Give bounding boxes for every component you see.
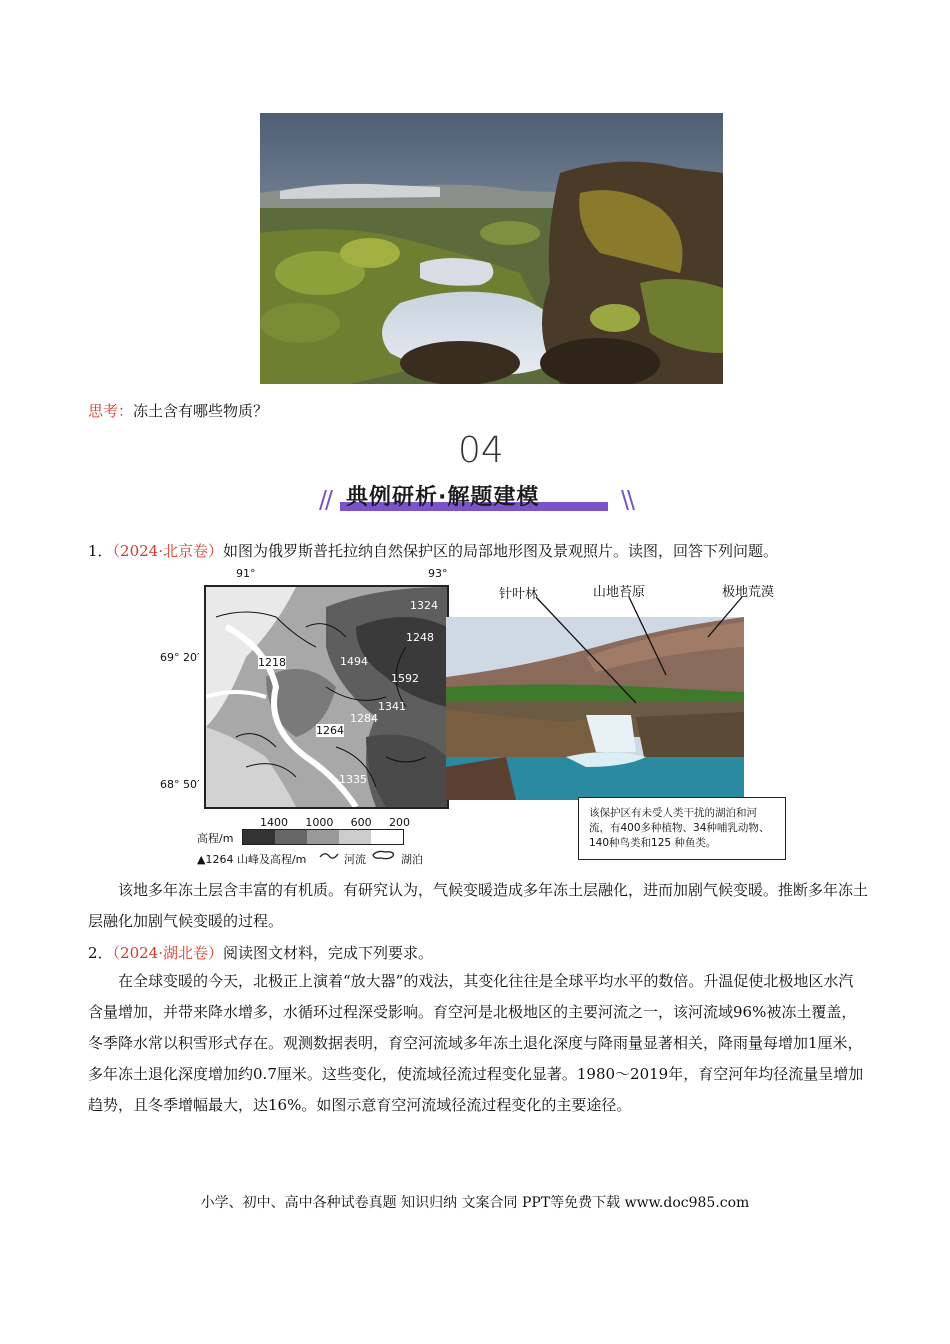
- river-symbol-icon: [319, 846, 339, 865]
- question-1-paragraph: 该地多年冻土层含丰富的有机质。有研究认为，气候变暖造成多年冻土层融化，进而加剧气候变暖。推断多年冻土层融化加剧气候变暖的过程。: [88, 881, 869, 930]
- section-number-text: 04: [458, 430, 504, 471]
- lake-symbol-icon: [371, 846, 397, 865]
- peak-label: 1324: [410, 599, 438, 612]
- legend-peak: ▲1264 山峰及高程/m: [197, 853, 307, 866]
- peak-label: 1335: [339, 773, 367, 786]
- photo-label-desert: 极地荒漠: [722, 585, 775, 600]
- think-prompt: [88, 400, 268, 421]
- legend-value: 1000: [305, 816, 334, 829]
- think-label: 思考：: [88, 402, 134, 420]
- question-1-text: 如图为俄罗斯普托拉纳自然保护区的局部地形图及景观照片。读图，回答下列问题。: [223, 542, 779, 560]
- peak-label: 1341: [378, 700, 406, 713]
- question-2-stem: [88, 942, 433, 964]
- section-number: [458, 430, 504, 471]
- legend-lake: 湖泊: [401, 853, 423, 866]
- peak-label: 1592: [391, 672, 419, 685]
- peak-label: 1218: [258, 656, 286, 669]
- map-longitude-left: 91°: [236, 567, 256, 580]
- topographic-map: [204, 585, 449, 809]
- page-footer: 小学、初中、高中各种试卷真题 知识归纳 文案合同 PPT等免费下载 www.doc985.com: [200, 1195, 750, 1211]
- question-1-stem: [88, 540, 778, 562]
- elevation-legend-bar: [242, 829, 404, 845]
- question-2-number: 2．: [88, 944, 113, 962]
- legend-values: [260, 816, 410, 829]
- think-text: 冻土含有哪些物质？: [133, 402, 269, 420]
- map-latitude-top: 69° 20′: [160, 651, 200, 664]
- question-2-paragraph: 在全球变暖的今天，北极正上演着“放大器”的戏法，其变化往往是全球平均水平的数倍。升温促使北极地区水汽含量增加，并带来降水增多，水循环过程深受影响。育空河是北极地区的主要河流之一，该河流域96%被冻土覆盖，冬季降水常以积雪形式存在。观测数据表明，育空河流域多年冻土退化深度与降雨量显著相关，降雨量每增加1厘米，多年冻土退化深度增加约0.7厘米。这些变化，使流域径流过程变化显著。1980～2019年，育空河年均径流量呈增加趋势，且冬季增幅最大，达16%。如图示意育空河流域径流过程变化的主要途径。: [88, 972, 864, 1114]
- reserve-info-box: 该保护区有未受人类干扰的湖泊和河流，有400多种植物、34种哺乳动物、140种鸟类和125 种鱼类。: [578, 797, 786, 860]
- question-1-number: 1．: [88, 542, 113, 560]
- legend-value: 600: [350, 816, 372, 829]
- moss-landscape-photo: [260, 113, 723, 384]
- photo-label-conifer: 针叶林: [499, 587, 539, 602]
- legend-title: 高程/m: [197, 832, 234, 845]
- photo-label-tundra: 山地苔原: [593, 585, 646, 600]
- section-title: 典例研析·解题建模: [346, 485, 540, 510]
- question-2-text: 阅读图文材料，完成下列要求。: [223, 944, 434, 962]
- legend-value: 1400: [260, 816, 288, 829]
- map-longitude-right: 93°: [428, 567, 448, 580]
- peak-label: 1264: [316, 724, 344, 737]
- question-1-source: （2024·北京卷）: [112, 542, 223, 560]
- map-latitude-bottom: 68° 50′: [160, 778, 200, 791]
- peak-label: 1494: [340, 655, 368, 668]
- legend-value: 200: [388, 816, 410, 829]
- peak-label: 1284: [350, 712, 378, 725]
- peak-label: 1248: [406, 631, 434, 644]
- legend-river: 河流: [344, 853, 366, 866]
- question-2-source: （2024·湖北卷）: [112, 944, 223, 962]
